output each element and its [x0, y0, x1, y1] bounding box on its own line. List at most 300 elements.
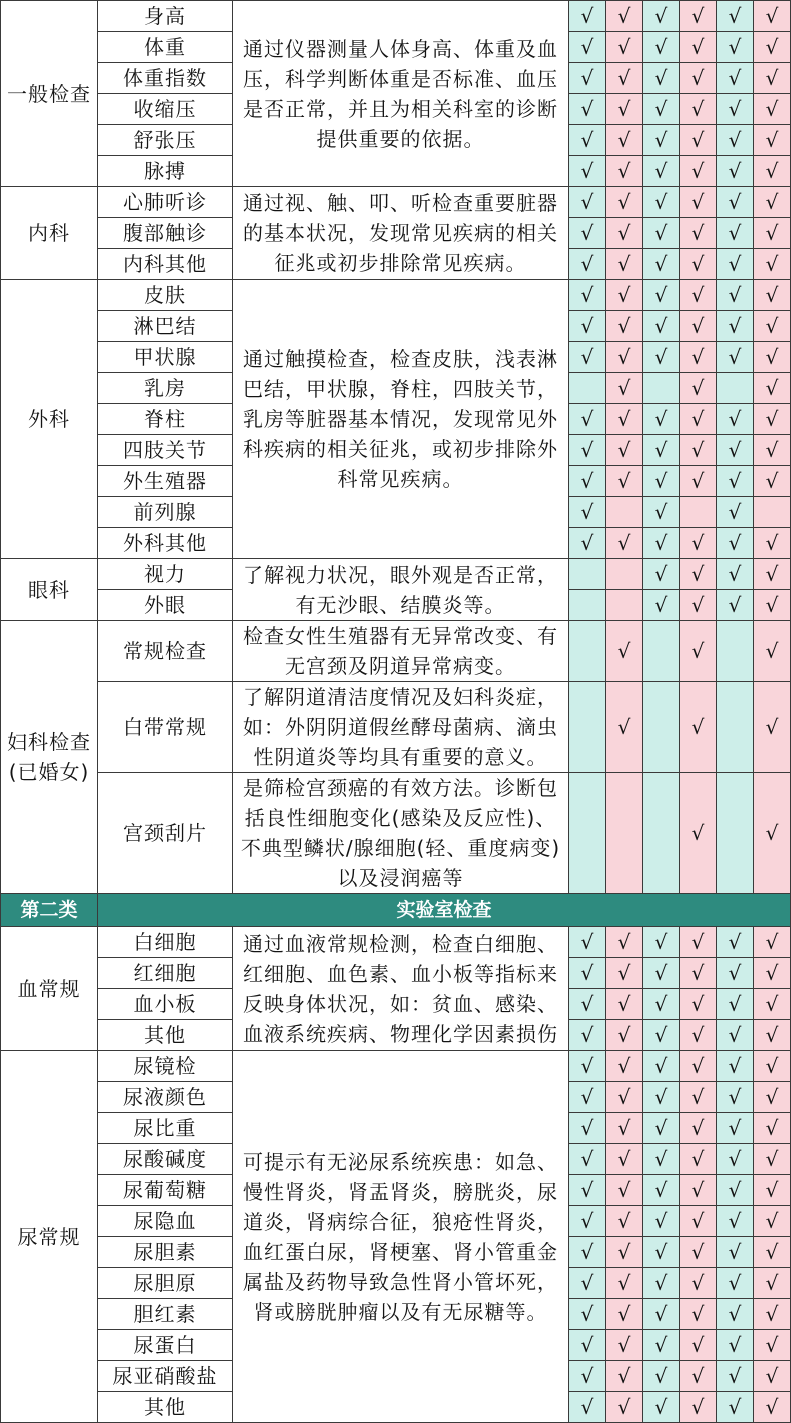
check-cell: [680, 404, 717, 435]
check-cell: [569, 1268, 606, 1299]
check-mark: √: [654, 4, 668, 28]
check-cell: [643, 94, 680, 125]
item-cell: 外眼: [98, 590, 233, 621]
check-cell: [643, 927, 680, 958]
check-cell: [717, 342, 754, 373]
check-cell: [717, 1, 754, 32]
check-cell: [606, 682, 643, 773]
check-mark: √: [728, 128, 742, 152]
check-mark: √: [580, 1333, 594, 1357]
check-mark: √: [691, 1364, 705, 1388]
check-cell: [569, 958, 606, 989]
check-cell: [569, 1330, 606, 1361]
check-cell: [754, 156, 791, 187]
check-cell: [569, 187, 606, 218]
check-cell: [606, 249, 643, 280]
item-cell: 尿胆素: [98, 1237, 233, 1268]
check-mark: √: [617, 438, 631, 462]
check-cell: [606, 1237, 643, 1268]
check-mark: √: [654, 1333, 668, 1357]
check-cell: [606, 528, 643, 559]
item-cell: 体重指数: [98, 63, 233, 94]
check-cell: [606, 559, 643, 590]
check-cell: [569, 682, 606, 773]
item-cell: 尿镜检: [98, 1051, 233, 1082]
check-mark: √: [728, 407, 742, 431]
check-mark: √: [617, 159, 631, 183]
check-mark: √: [691, 1271, 705, 1295]
description-line: 以及浸润癌等: [337, 866, 464, 890]
check-mark: √: [580, 1054, 594, 1078]
check-mark: √: [654, 531, 668, 555]
check-mark: √: [765, 190, 779, 214]
check-cell: [754, 1330, 791, 1361]
check-mark: √: [580, 961, 594, 985]
check-mark: √: [617, 961, 631, 985]
check-mark: √: [654, 128, 668, 152]
table-row: [1, 773, 791, 894]
check-cell: [643, 1299, 680, 1330]
item-cell: 尿隐血: [98, 1206, 233, 1237]
section-divider-row: [1, 894, 791, 927]
check-mark: √: [617, 97, 631, 121]
check-cell: [717, 311, 754, 342]
check-cell: [643, 1175, 680, 1206]
check-cell: [569, 1144, 606, 1175]
check-cell: [754, 32, 791, 63]
check-cell: [606, 989, 643, 1020]
check-mark: √: [691, 1240, 705, 1264]
check-cell: [680, 590, 717, 621]
check-cell: [754, 1082, 791, 1113]
check-mark: √: [765, 35, 779, 59]
check-cell: [754, 927, 791, 958]
description-line: 是筛检宫颈癌的有效方法。诊断包: [243, 776, 558, 800]
check-mark: √: [765, 1085, 779, 1109]
check-cell: [643, 435, 680, 466]
check-cell: [717, 1020, 754, 1051]
description-line: 慢性肾炎，肾盂肾炎，膀胱炎，尿: [243, 1179, 558, 1204]
category-label: 妇科检查: [7, 730, 91, 754]
check-cell: [717, 958, 754, 989]
check-cell: [680, 1020, 717, 1051]
check-mark: √: [691, 252, 705, 276]
check-mark: √: [617, 66, 631, 90]
check-cell: [569, 621, 606, 682]
check-cell: [680, 466, 717, 497]
description-line: 通过仪器测量人体身高、体重及血: [243, 36, 558, 61]
check-cell: [680, 125, 717, 156]
description-cell: [233, 927, 569, 1051]
check-cell: [643, 1237, 680, 1268]
check-cell: [754, 1237, 791, 1268]
category-label: 眼科: [28, 577, 70, 602]
check-cell: [606, 1175, 643, 1206]
check-mark: √: [617, 376, 631, 400]
check-cell: [569, 497, 606, 528]
check-cell: [717, 156, 754, 187]
check-cell: [569, 1, 606, 32]
check-cell: [643, 497, 680, 528]
item-cell: 尿胆原: [98, 1268, 233, 1299]
check-mark: √: [654, 1085, 668, 1109]
check-mark: √: [765, 159, 779, 183]
check-mark: √: [728, 345, 742, 369]
item-cell: 脊柱: [98, 404, 233, 435]
description-line: 道炎，肾病综合征，狼疮性肾炎，: [243, 1209, 558, 1234]
check-cell: [754, 1299, 791, 1330]
check-mark: √: [728, 562, 742, 586]
check-cell: [754, 373, 791, 404]
item-cell: 淋巴结: [98, 311, 233, 342]
check-cell: [754, 404, 791, 435]
description-cell: [233, 187, 569, 280]
check-mark: √: [728, 1395, 742, 1419]
check-cell: [606, 1051, 643, 1082]
item-cell: 视力: [98, 559, 233, 590]
description-line: 是否正常，并且为相关科室的诊断: [243, 96, 558, 121]
check-cell: [680, 218, 717, 249]
check-cell: [569, 989, 606, 1020]
check-cell: [717, 249, 754, 280]
check-mark: √: [728, 4, 742, 28]
check-mark: √: [654, 961, 668, 985]
check-mark: √: [691, 314, 705, 338]
item-cell: 红细胞: [98, 958, 233, 989]
description-line: 科疾病的相关征兆，或初步排除外: [243, 437, 558, 461]
check-mark: √: [580, 407, 594, 431]
check-mark: √: [617, 531, 631, 555]
check-cell: [569, 1392, 606, 1423]
check-mark: √: [765, 1054, 779, 1078]
check-mark: √: [691, 1147, 705, 1171]
check-cell: [680, 1206, 717, 1237]
check-mark: √: [691, 376, 705, 400]
check-mark: √: [654, 1240, 668, 1264]
check-cell: [680, 1392, 717, 1423]
item-cell: 体重: [98, 32, 233, 63]
check-mark: √: [654, 1364, 668, 1388]
description-line: 巴结，甲状腺，脊柱，四肢关节，: [243, 377, 558, 401]
check-mark: √: [691, 190, 705, 214]
check-cell: [717, 682, 754, 773]
check-cell: [680, 32, 717, 63]
check-mark: √: [691, 930, 705, 954]
check-mark: √: [728, 1364, 742, 1388]
check-cell: [569, 1361, 606, 1392]
item-cell: 白细胞: [98, 927, 233, 958]
check-mark: √: [580, 283, 594, 307]
check-cell: [643, 218, 680, 249]
check-cell: [569, 590, 606, 621]
check-mark: √: [580, 930, 594, 954]
check-mark: √: [654, 97, 668, 121]
item-cell: 身高: [98, 1, 233, 32]
check-mark: √: [728, 1116, 742, 1140]
description-cell: [233, 559, 569, 621]
check-cell: [569, 404, 606, 435]
check-mark: √: [765, 639, 779, 663]
check-cell: [754, 1020, 791, 1051]
check-cell: [754, 249, 791, 280]
check-mark: √: [728, 1271, 742, 1295]
check-cell: [754, 621, 791, 682]
check-cell: [680, 497, 717, 528]
check-cell: [754, 773, 791, 894]
check-mark: √: [617, 407, 631, 431]
description-line: 反映身体状况，如：贫血、感染、: [243, 991, 558, 1016]
check-cell: [680, 63, 717, 94]
check-cell: [680, 1268, 717, 1299]
description-line: 有无沙眼、结膜炎等。: [295, 592, 506, 617]
check-mark: √: [691, 1116, 705, 1140]
description-line: 的基本状况，发现常见疾病的相关: [243, 221, 558, 245]
check-mark: √: [580, 1271, 594, 1295]
check-cell: [643, 311, 680, 342]
check-cell: [754, 466, 791, 497]
divider-label: 第二类: [1, 894, 98, 927]
check-cell: [717, 989, 754, 1020]
check-cell: [717, 1206, 754, 1237]
check-cell: [680, 1299, 717, 1330]
table-row: [1, 682, 791, 773]
item-cell: 尿蛋白: [98, 1330, 233, 1361]
check-mark: √: [617, 35, 631, 59]
check-mark: √: [617, 715, 631, 739]
check-mark: √: [654, 1302, 668, 1326]
check-mark: √: [728, 35, 742, 59]
item-cell: 脉搏: [98, 156, 233, 187]
check-cell: [569, 1113, 606, 1144]
check-mark: √: [654, 190, 668, 214]
check-cell: [680, 621, 717, 682]
check-mark: √: [654, 593, 668, 617]
check-cell: [606, 1082, 643, 1113]
check-cell: [754, 280, 791, 311]
check-mark: √: [728, 469, 742, 493]
check-cell: [643, 1361, 680, 1392]
check-mark: √: [691, 283, 705, 307]
check-mark: √: [765, 1178, 779, 1202]
check-cell: [717, 1361, 754, 1392]
check-mark: √: [691, 992, 705, 1016]
check-cell: [680, 435, 717, 466]
check-cell: [643, 559, 680, 590]
table-row: [1, 621, 791, 682]
check-cell: [680, 1237, 717, 1268]
check-mark: √: [691, 438, 705, 462]
check-mark: √: [580, 190, 594, 214]
check-mark: √: [654, 1178, 668, 1202]
check-cell: [643, 1020, 680, 1051]
check-mark: √: [654, 438, 668, 462]
check-cell: [606, 187, 643, 218]
item-cell: 外科其他: [98, 528, 233, 559]
check-cell: [643, 773, 680, 894]
exam-table-body: [1, 1, 791, 1423]
check-cell: [754, 1051, 791, 1082]
check-cell: [680, 156, 717, 187]
check-mark: √: [691, 1333, 705, 1357]
check-mark: √: [765, 283, 779, 307]
category-cell: [1, 621, 98, 894]
description-line: 通过触摸检查，检查皮肤，浅表淋: [243, 347, 558, 371]
check-cell: [754, 125, 791, 156]
check-mark: √: [580, 1395, 594, 1419]
check-mark: √: [654, 1054, 668, 1078]
check-cell: [754, 218, 791, 249]
item-cell: 皮肤: [98, 280, 233, 311]
check-mark: √: [654, 500, 668, 524]
item-cell: 尿液颜色: [98, 1082, 233, 1113]
check-cell: [717, 63, 754, 94]
description-line: 科常见疾病。: [337, 467, 464, 491]
check-mark: √: [580, 128, 594, 152]
check-mark: √: [617, 314, 631, 338]
check-cell: [606, 311, 643, 342]
item-cell: 其他: [98, 1020, 233, 1051]
check-cell: [717, 1330, 754, 1361]
check-mark: √: [728, 1054, 742, 1078]
check-cell: [717, 559, 754, 590]
check-mark: √: [654, 345, 668, 369]
check-mark: √: [728, 961, 742, 985]
check-cell: [606, 280, 643, 311]
description-line: 不典型鳞状/腺细胞(轻、重度病变): [240, 836, 561, 860]
check-mark: √: [654, 407, 668, 431]
check-cell: [569, 156, 606, 187]
check-mark: √: [691, 407, 705, 431]
check-mark: √: [580, 438, 594, 462]
check-cell: [680, 989, 717, 1020]
check-cell: [717, 621, 754, 682]
check-cell: [606, 94, 643, 125]
category-label: 血常规: [17, 976, 81, 1001]
item-cell: 前列腺: [98, 497, 233, 528]
check-cell: [643, 1, 680, 32]
check-mark: √: [765, 345, 779, 369]
check-mark: √: [617, 345, 631, 369]
check-cell: [569, 94, 606, 125]
check-mark: √: [765, 1271, 779, 1295]
check-cell: [606, 621, 643, 682]
check-mark: √: [617, 283, 631, 307]
item-cell: 甲状腺: [98, 342, 233, 373]
check-cell: [680, 1051, 717, 1082]
check-mark: √: [765, 593, 779, 617]
category-cell: [1, 1, 98, 187]
check-mark: √: [691, 1302, 705, 1326]
check-cell: [717, 773, 754, 894]
check-cell: [606, 1206, 643, 1237]
check-mark: √: [617, 252, 631, 276]
check-mark: √: [765, 376, 779, 400]
description-line: 无宫颈及阴道异常病变。: [285, 654, 516, 678]
check-cell: [569, 435, 606, 466]
check-cell: [717, 497, 754, 528]
check-cell: [643, 342, 680, 373]
check-cell: [569, 311, 606, 342]
check-mark: √: [580, 1085, 594, 1109]
check-cell: [680, 311, 717, 342]
check-mark: √: [617, 1085, 631, 1109]
check-mark: √: [580, 992, 594, 1016]
check-mark: √: [728, 190, 742, 214]
check-mark: √: [654, 159, 668, 183]
check-cell: [754, 435, 791, 466]
check-mark: √: [691, 593, 705, 617]
check-cell: [680, 958, 717, 989]
check-cell: [717, 1175, 754, 1206]
check-cell: [569, 1020, 606, 1051]
check-mark: √: [691, 821, 705, 845]
check-mark: √: [617, 1302, 631, 1326]
check-mark: √: [654, 992, 668, 1016]
check-cell: [680, 94, 717, 125]
check-mark: √: [580, 252, 594, 276]
check-mark: √: [617, 1240, 631, 1264]
check-cell: [643, 1392, 680, 1423]
check-mark: √: [765, 1333, 779, 1357]
check-cell: [569, 528, 606, 559]
check-cell: [606, 590, 643, 621]
check-mark: √: [654, 1023, 668, 1047]
check-cell: [717, 373, 754, 404]
check-cell: [643, 1144, 680, 1175]
check-mark: √: [654, 221, 668, 245]
check-mark: √: [691, 469, 705, 493]
check-mark: √: [617, 1333, 631, 1357]
item-cell: 舒张压: [98, 125, 233, 156]
item-cell: 尿亚硝酸盐: [98, 1361, 233, 1392]
check-mark: √: [617, 1023, 631, 1047]
check-cell: [643, 590, 680, 621]
check-mark: √: [580, 314, 594, 338]
check-cell: [680, 1113, 717, 1144]
check-cell: [717, 1051, 754, 1082]
check-mark: √: [691, 128, 705, 152]
check-mark: √: [617, 128, 631, 152]
check-cell: [606, 32, 643, 63]
check-cell: [643, 249, 680, 280]
check-cell: [717, 1268, 754, 1299]
description-line: 征兆或初步排除常见疾病。: [274, 251, 527, 275]
check-cell: [606, 773, 643, 894]
check-mark: √: [691, 345, 705, 369]
check-mark: √: [765, 1395, 779, 1419]
check-cell: [717, 1392, 754, 1423]
check-cell: [717, 1082, 754, 1113]
check-mark: √: [580, 469, 594, 493]
item-cell: 内科其他: [98, 249, 233, 280]
check-mark: √: [691, 961, 705, 985]
check-mark: √: [580, 35, 594, 59]
description-line: 血红蛋白尿，肾梗塞、肾小管重金: [243, 1239, 558, 1264]
check-cell: [754, 1113, 791, 1144]
check-mark: √: [654, 252, 668, 276]
check-mark: √: [617, 1209, 631, 1233]
check-cell: [606, 497, 643, 528]
check-cell: [717, 1113, 754, 1144]
check-mark: √: [728, 221, 742, 245]
check-mark: √: [765, 66, 779, 90]
check-cell: [754, 1144, 791, 1175]
check-cell: [643, 1330, 680, 1361]
check-mark: √: [765, 4, 779, 28]
description-line: 了解阴道清洁度情况及妇科炎症，: [243, 685, 558, 709]
category-cell: [1, 1051, 98, 1423]
check-cell: [606, 435, 643, 466]
